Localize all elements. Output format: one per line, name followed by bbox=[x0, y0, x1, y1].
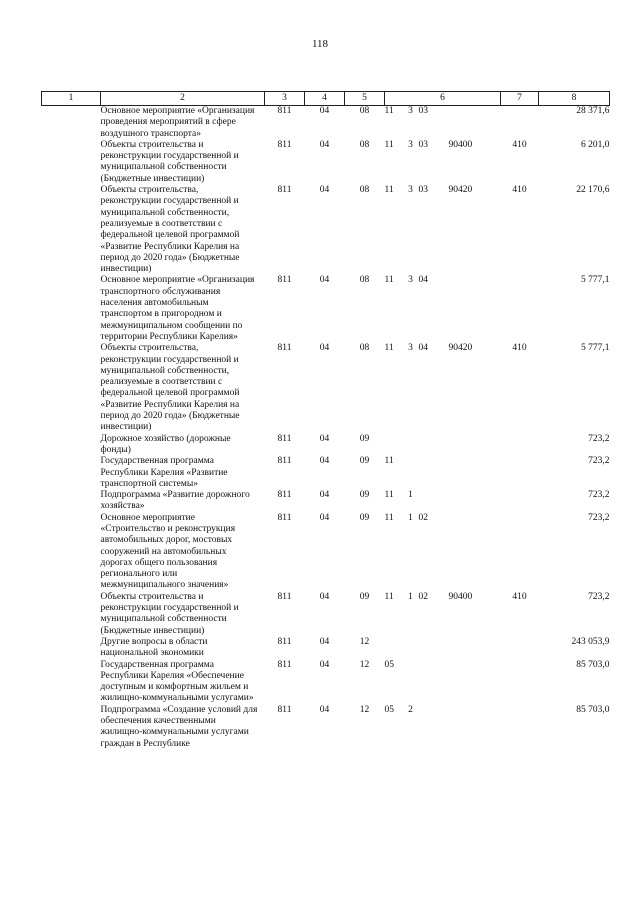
table-row bbox=[42, 513, 610, 592]
cell-c6a: 11 bbox=[384, 343, 394, 354]
header-row bbox=[42, 92, 610, 106]
cell-c6a: 11 bbox=[384, 456, 394, 467]
cell-c6b bbox=[403, 637, 419, 660]
cell-c6b: 3 bbox=[408, 185, 413, 196]
cell-c7 bbox=[501, 660, 539, 705]
cell-c3: 811 bbox=[277, 490, 292, 501]
cell-c4: 04 bbox=[319, 433, 330, 444]
cell-description: Объекты строительства и реконструкции государственной и муниципальной собственности (Бюджетные инвестиции) bbox=[100, 139, 239, 184]
cell-c5: 12 bbox=[359, 636, 370, 647]
cell-c3: 811 bbox=[277, 185, 292, 196]
cell-c6d bbox=[449, 434, 501, 457]
cell-c8: 5 777,1 bbox=[581, 343, 610, 354]
cell-c7 bbox=[501, 490, 539, 513]
column-header-6: 6 bbox=[385, 92, 501, 106]
cell-c8: 243 053,9 bbox=[571, 636, 610, 647]
cell-description: Государственная программа Республики Карелия «Развитие транспортной системы» bbox=[100, 456, 228, 489]
cell-c6d: 90420 bbox=[448, 185, 473, 196]
cell-c6b: 3 bbox=[408, 139, 413, 150]
cell-c6c: 04 bbox=[418, 343, 428, 354]
cell-c6b: 3 bbox=[408, 275, 413, 286]
cell-c8: 723,2 bbox=[588, 490, 610, 501]
cell-c3: 811 bbox=[277, 456, 292, 467]
column-header-3: 3 bbox=[265, 92, 305, 106]
cell-c6a bbox=[385, 637, 403, 660]
cell-c5: 09 bbox=[359, 456, 370, 467]
cell-c5: 09 bbox=[359, 490, 370, 501]
cell-description: Другие вопросы в области национальной экономики bbox=[100, 636, 208, 659]
cell-c6b bbox=[403, 456, 419, 490]
cell-c7: 410 bbox=[512, 591, 527, 602]
cell-c6a: 11 bbox=[384, 275, 394, 286]
table-row bbox=[42, 275, 610, 343]
cell-c4: 04 bbox=[319, 704, 330, 715]
page-number: 118 bbox=[311, 38, 329, 50]
cell-col-1 bbox=[42, 185, 101, 275]
cell-c3: 811 bbox=[277, 512, 292, 523]
table-row bbox=[42, 705, 610, 750]
cell-c6b: 1 bbox=[408, 512, 413, 523]
cell-description: Объекты строительства, реконструкции государственной и муниципальной собственности, реализуемые в соответствии с федеральной целевой программой «Развитие Республики Карелия на период до 2020 года» (Бюджетные инвестиции) bbox=[100, 343, 240, 433]
cell-col-1 bbox=[42, 490, 101, 513]
table-row bbox=[42, 106, 610, 140]
cell-c7: 410 bbox=[512, 343, 527, 354]
cell-c4: 04 bbox=[319, 275, 330, 286]
cell-c7 bbox=[501, 275, 539, 343]
cell-c8: 723,2 bbox=[588, 591, 610, 602]
cell-c3: 811 bbox=[277, 275, 292, 286]
cell-c5: 08 bbox=[359, 139, 370, 150]
cell-c5: 08 bbox=[359, 275, 370, 286]
cell-c6b bbox=[403, 434, 419, 457]
cell-c7 bbox=[501, 705, 539, 750]
table-row bbox=[42, 637, 610, 660]
cell-c8: 723,2 bbox=[588, 433, 610, 444]
cell-c6d bbox=[449, 275, 501, 343]
cell-c7: 410 bbox=[512, 139, 527, 150]
cell-c8: 28 371,6 bbox=[576, 106, 610, 116]
cell-c6a: 11 bbox=[384, 490, 394, 501]
cell-c6b bbox=[403, 660, 419, 705]
column-header-4: 4 bbox=[305, 92, 345, 106]
cell-c6d bbox=[449, 490, 501, 513]
cell-description: Основное мероприятие «Организация проведения мероприятий в сфере воздушного транспорта» bbox=[100, 106, 255, 139]
column-header-8: 8 bbox=[539, 92, 610, 106]
cell-c8: 22 170,6 bbox=[576, 185, 610, 196]
cell-col-1 bbox=[42, 106, 101, 140]
cell-c6d: 90420 bbox=[448, 343, 473, 354]
cell-c6c bbox=[419, 456, 449, 490]
cell-col-1 bbox=[42, 705, 101, 750]
cell-c5: 09 bbox=[359, 591, 370, 602]
cell-c6c: 04 bbox=[418, 275, 428, 286]
cell-description: Государственная программа Республики Карелия «Обеспечение доступным и комфортным жильем и жилищно-коммунальными услугами» bbox=[100, 659, 254, 704]
cell-c6c: 03 bbox=[418, 106, 428, 116]
column-header-5: 5 bbox=[345, 92, 385, 106]
cell-col-1 bbox=[42, 660, 101, 705]
cell-col-1 bbox=[42, 592, 101, 637]
cell-c5: 08 bbox=[359, 343, 370, 354]
column-header-2: 2 bbox=[101, 92, 265, 106]
cell-c6d: 90400 bbox=[448, 591, 473, 602]
cell-c4: 04 bbox=[319, 343, 330, 354]
cell-c8: 6 201,0 bbox=[581, 139, 610, 150]
cell-c7 bbox=[501, 456, 539, 490]
cell-col-1 bbox=[42, 275, 101, 343]
cell-c7 bbox=[501, 637, 539, 660]
cell-c8: 723,2 bbox=[588, 456, 610, 467]
cell-c6c: 03 bbox=[418, 185, 428, 196]
cell-c6d bbox=[449, 106, 501, 140]
cell-c6b: 1 bbox=[408, 490, 413, 501]
cell-description: Основное мероприятие «Организация транспортного обслуживания населения автомобильным транспортом в пригородном и межмуниципальном сообщении по территории Республики Карелия» bbox=[100, 275, 255, 342]
cell-c6a bbox=[385, 434, 403, 457]
cell-c8: 85 703,0 bbox=[576, 704, 610, 715]
cell-c8: 85 703,0 bbox=[576, 659, 610, 670]
table-row bbox=[42, 434, 610, 457]
cell-c4: 04 bbox=[319, 185, 330, 196]
cell-c6c bbox=[419, 705, 449, 750]
table-row bbox=[42, 592, 610, 637]
cell-description: Подпрограмма «Создание условий для обеспечения качественными жилищно-коммунальными услугами граждан в Республике bbox=[100, 704, 258, 749]
table-row bbox=[42, 456, 610, 490]
cell-c6c: 02 bbox=[418, 512, 428, 523]
cell-c4: 04 bbox=[319, 139, 330, 150]
table-row bbox=[42, 185, 610, 275]
column-header-1: 1 bbox=[42, 92, 101, 106]
cell-description: Объекты строительства, реконструкции государственной и муниципальной собственности, реализуемые в соответствии с федеральной целевой программой «Развитие Республики Карелия на период до 2020 года» (Бюджетные инвестиции) bbox=[100, 185, 240, 275]
table-row bbox=[42, 343, 610, 433]
cell-c6a: 11 bbox=[384, 139, 394, 150]
cell-col-1 bbox=[42, 637, 101, 660]
cell-c6c: 03 bbox=[418, 139, 428, 150]
cell-c6c bbox=[419, 490, 449, 513]
cell-c6c bbox=[419, 660, 449, 705]
cell-c3: 811 bbox=[277, 106, 292, 116]
cell-c3: 811 bbox=[277, 704, 292, 715]
cell-c6d bbox=[449, 705, 501, 750]
cell-c7 bbox=[501, 513, 539, 592]
cell-c6c bbox=[419, 637, 449, 660]
cell-c5: 08 bbox=[359, 185, 370, 196]
cell-c3: 811 bbox=[277, 591, 292, 602]
cell-c4: 04 bbox=[319, 591, 330, 602]
cell-c7 bbox=[501, 106, 539, 140]
cell-c6d bbox=[449, 513, 501, 592]
cell-c4: 04 bbox=[319, 512, 330, 523]
column-header-7: 7 bbox=[501, 92, 539, 106]
cell-c5: 12 bbox=[359, 704, 370, 715]
cell-c3: 811 bbox=[277, 139, 292, 150]
cell-c4: 04 bbox=[319, 106, 330, 116]
budget-table bbox=[41, 91, 610, 750]
cell-c7 bbox=[501, 434, 539, 457]
cell-c4: 04 bbox=[319, 659, 330, 670]
cell-description: Дорожное хозяйство (дорожные фонды) bbox=[100, 433, 231, 455]
cell-description: Подпрограмма «Развитие дорожного хозяйства» bbox=[100, 490, 250, 512]
cell-c6d bbox=[449, 456, 501, 490]
cell-c6a: 05 bbox=[384, 704, 394, 715]
table-row bbox=[42, 490, 610, 513]
cell-c7: 410 bbox=[512, 185, 527, 196]
cell-c6d bbox=[449, 637, 501, 660]
cell-c4: 04 bbox=[319, 490, 330, 501]
cell-c3: 811 bbox=[277, 659, 292, 670]
cell-c6b: 1 bbox=[408, 591, 413, 602]
cell-c6c: 02 bbox=[418, 591, 428, 602]
cell-col-1 bbox=[42, 456, 101, 490]
cell-c3: 811 bbox=[277, 343, 292, 354]
cell-description: Объекты строительства и реконструкции государственной и муниципальной собственности (Бюджетные инвестиции) bbox=[100, 591, 239, 636]
cell-c6b: 2 bbox=[408, 704, 413, 715]
cell-c5: 09 bbox=[359, 512, 370, 523]
table-body bbox=[42, 106, 610, 750]
cell-c4: 04 bbox=[319, 636, 330, 647]
cell-c6a: 11 bbox=[384, 185, 394, 196]
table-row bbox=[42, 140, 610, 185]
cell-col-1 bbox=[42, 343, 101, 433]
cell-c5: 12 bbox=[359, 659, 370, 670]
cell-c6b: 3 bbox=[408, 106, 413, 116]
cell-c6a: 11 bbox=[384, 591, 394, 602]
cell-c5: 08 bbox=[359, 106, 370, 116]
cell-description: Основное мероприятие «Строительство и реконструкция автомобильных дорог, мостовых сооружений на автомобильных дорогах общего пользования регионального или межмуниципального значения» bbox=[100, 512, 236, 591]
cell-c6a: 11 bbox=[384, 512, 394, 523]
cell-col-1 bbox=[42, 513, 101, 592]
cell-c4: 04 bbox=[319, 456, 330, 467]
cell-c6a: 11 bbox=[384, 106, 394, 116]
cell-c5: 09 bbox=[359, 433, 370, 444]
cell-c6a: 05 bbox=[384, 659, 394, 670]
cell-col-1 bbox=[42, 140, 101, 185]
cell-c8: 5 777,1 bbox=[581, 275, 610, 286]
cell-c3: 811 bbox=[277, 433, 292, 444]
cell-c6c bbox=[419, 434, 449, 457]
cell-c6d: 90400 bbox=[448, 139, 473, 150]
cell-c3: 811 bbox=[277, 636, 292, 647]
table-row bbox=[42, 660, 610, 705]
cell-c8: 723,2 bbox=[588, 512, 610, 523]
cell-col-1 bbox=[42, 434, 101, 457]
cell-c6d bbox=[449, 660, 501, 705]
cell-c6b: 3 bbox=[408, 343, 413, 354]
